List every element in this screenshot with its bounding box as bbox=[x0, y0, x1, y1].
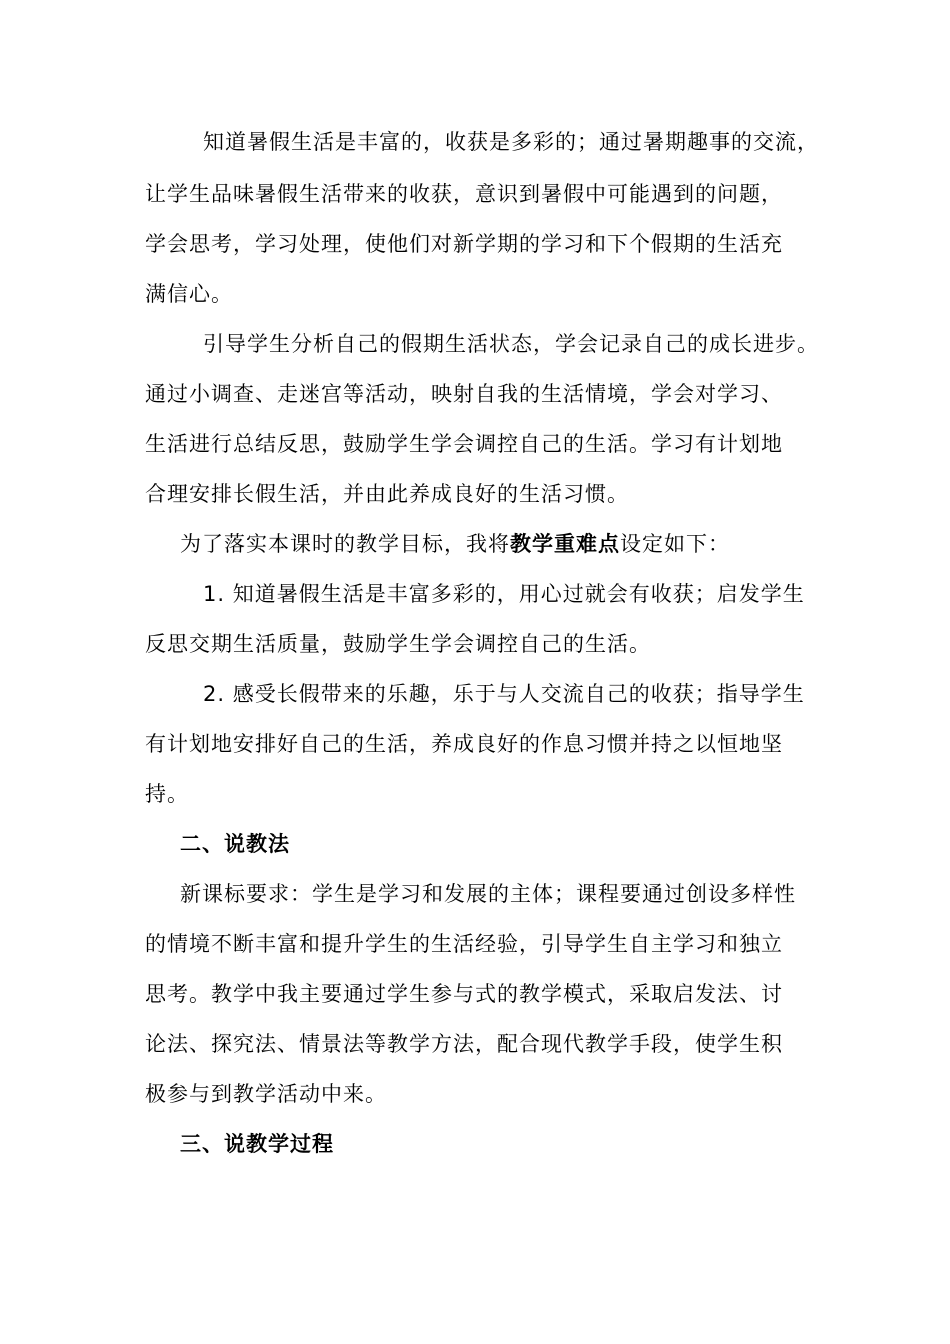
text-line: 满信心。 bbox=[145, 282, 233, 306]
text-line: 让学生品味暑假生活带来的收获，意识到暑假中可能遇到的问题， bbox=[145, 182, 783, 206]
text-line: 通过小调查、走迷宫等活动，映射自我的生活情境，学会对学习、 bbox=[145, 382, 783, 406]
key-points-term: 教学重难点 bbox=[510, 532, 620, 556]
intro-suffix: 设定如下： bbox=[620, 532, 730, 556]
text-line: 1. 知道暑假生活是丰富多彩的，用心过就会有收获；启发学生 bbox=[203, 582, 805, 606]
text-line: 极参与到教学活动中来。 bbox=[145, 1082, 387, 1106]
section-heading-teaching-process: 三、说教学过程 bbox=[180, 1132, 334, 1156]
text-line: 的情境不断丰富和提升学生的生活经验，引导学生自主学习和独立 bbox=[145, 932, 783, 956]
text-line: 新课标要求：学生是学习和发展的主体；课程要通过创设多样性 bbox=[180, 882, 796, 906]
text-line: 引导学生分析自己的假期生活状态，学会记录自己的成长进步。 bbox=[203, 332, 819, 356]
text-line: 生活进行总结反思，鼓励学生学会调控自己的生活。学习有计划地 bbox=[145, 432, 783, 456]
text-line: 学会思考，学习处理，使他们对新学期的学习和下个假期的生活充 bbox=[145, 232, 783, 256]
text-line: 持。 bbox=[145, 782, 189, 806]
text-line: 反思交期生活质量，鼓励学生学会调控自己的生活。 bbox=[145, 632, 651, 656]
intro-prefix: 为了落实本课时的教学目标，我将 bbox=[180, 532, 510, 556]
text-line: 论法、探究法、情景法等教学方法，配合现代教学手段，使学生积 bbox=[145, 1032, 783, 1056]
key-points-intro bbox=[180, 530, 730, 558]
text-line: 有计划地安排好自己的生活，养成良好的作息习惯并持之以恒地坚 bbox=[145, 732, 783, 756]
text-line: 2. 感受长假带来的乐趣，乐于与人交流自己的收获；指导学生 bbox=[203, 682, 805, 706]
text-line: 思考。教学中我主要通过学生参与式的教学模式，采取启发法、讨 bbox=[145, 982, 783, 1006]
section-heading-teaching-methods: 二、说教法 bbox=[180, 832, 290, 856]
text-line: 知道暑假生活是丰富的，收获是多彩的；通过暑期趣事的交流， bbox=[203, 130, 819, 154]
text-line: 合理安排长假生活，并由此养成良好的生活习惯。 bbox=[145, 482, 629, 506]
